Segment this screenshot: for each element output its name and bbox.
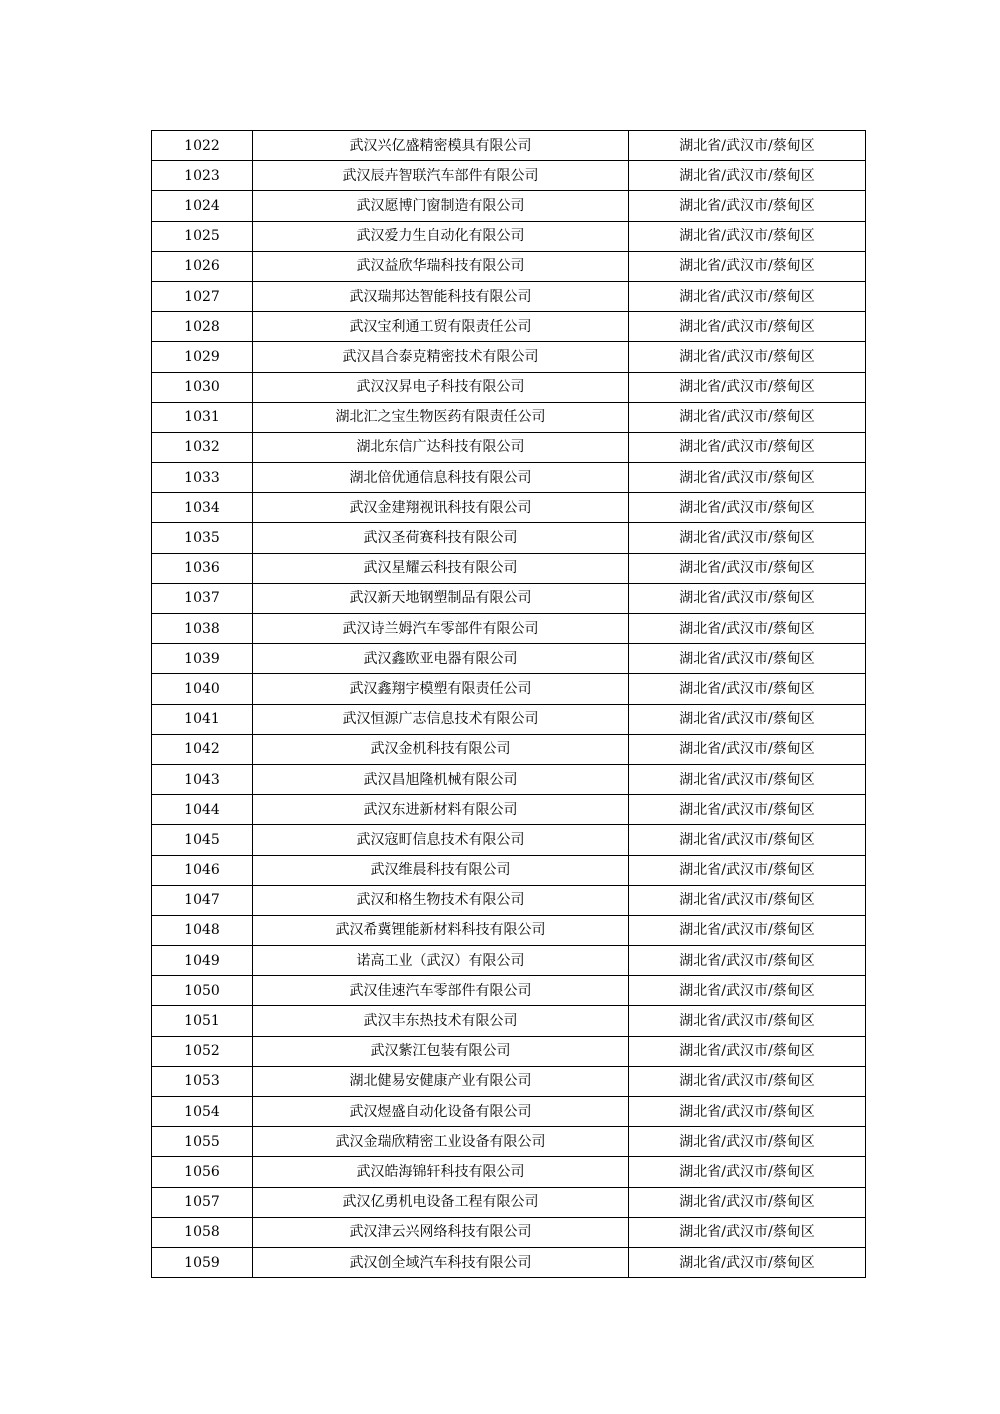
table-row <box>152 281 866 311</box>
row-number-cell: 1053 <box>152 1066 253 1096</box>
company-name-cell: 武汉昌旭隆机械有限公司 <box>253 764 629 794</box>
region-cell: 湖北省/武汉市/蔡甸区 <box>629 674 866 704</box>
region-cell: 湖北省/武汉市/蔡甸区 <box>629 251 866 281</box>
region-cell: 湖北省/武汉市/蔡甸区 <box>629 1006 866 1036</box>
row-number-cell: 1047 <box>152 885 253 915</box>
region-cell: 湖北省/武汉市/蔡甸区 <box>629 704 866 734</box>
region-cell: 湖北省/武汉市/蔡甸区 <box>629 583 866 613</box>
region-cell: 湖北省/武汉市/蔡甸区 <box>629 161 866 191</box>
region-cell: 湖北省/武汉市/蔡甸区 <box>629 1187 866 1217</box>
company-name-cell: 武汉星耀云科技有限公司 <box>253 553 629 583</box>
table-row <box>152 764 866 794</box>
table-row <box>152 976 866 1006</box>
company-name-cell: 武汉金建翔视讯科技有限公司 <box>253 493 629 523</box>
row-number-cell: 1041 <box>152 704 253 734</box>
company-name-cell: 武汉亿勇机电设备工程有限公司 <box>253 1187 629 1217</box>
table-row <box>152 221 866 251</box>
row-number-cell: 1026 <box>152 251 253 281</box>
table-row <box>152 915 866 945</box>
region-cell: 湖北省/武汉市/蔡甸区 <box>629 463 866 493</box>
company-name-cell: 武汉紫江包装有限公司 <box>253 1036 629 1066</box>
region-cell: 湖北省/武汉市/蔡甸区 <box>629 795 866 825</box>
table-row <box>152 946 866 976</box>
region-cell: 湖北省/武汉市/蔡甸区 <box>629 825 866 855</box>
row-number-cell: 1043 <box>152 764 253 794</box>
region-cell: 湖北省/武汉市/蔡甸区 <box>629 523 866 553</box>
company-name-cell: 武汉兴亿盛精密模具有限公司 <box>253 131 629 161</box>
table-row <box>152 614 866 644</box>
table-row <box>152 1157 866 1187</box>
table-row <box>152 795 866 825</box>
region-cell: 湖北省/武汉市/蔡甸区 <box>629 342 866 372</box>
company-name-cell: 武汉希冀锂能新材料科技有限公司 <box>253 915 629 945</box>
row-number-cell: 1049 <box>152 946 253 976</box>
table-row <box>152 734 866 764</box>
table-row <box>152 1247 866 1277</box>
row-number-cell: 1031 <box>152 402 253 432</box>
table-row <box>152 644 866 674</box>
table-row <box>152 825 866 855</box>
table-row <box>152 855 866 885</box>
table-row <box>152 885 866 915</box>
table-row <box>152 1066 866 1096</box>
table-row <box>152 463 866 493</box>
row-number-cell: 1038 <box>152 614 253 644</box>
company-name-cell: 武汉佳速汽车零部件有限公司 <box>253 976 629 1006</box>
row-number-cell: 1039 <box>152 644 253 674</box>
row-number-cell: 1024 <box>152 191 253 221</box>
row-number-cell: 1052 <box>152 1036 253 1066</box>
row-number-cell: 1057 <box>152 1187 253 1217</box>
row-number-cell: 1040 <box>152 674 253 704</box>
company-name-cell: 武汉鑫欧亚电器有限公司 <box>253 644 629 674</box>
row-number-cell: 1023 <box>152 161 253 191</box>
region-cell: 湖北省/武汉市/蔡甸区 <box>629 976 866 1006</box>
company-name-cell: 武汉爱力生自动化有限公司 <box>253 221 629 251</box>
company-name-cell: 武汉诗兰姆汽车零部件有限公司 <box>253 614 629 644</box>
row-number-cell: 1028 <box>152 312 253 342</box>
company-name-cell: 武汉东进新材料有限公司 <box>253 795 629 825</box>
company-name-cell: 湖北汇之宝生物医药有限责任公司 <box>253 402 629 432</box>
row-number-cell: 1044 <box>152 795 253 825</box>
region-cell: 湖北省/武汉市/蔡甸区 <box>629 191 866 221</box>
table-row <box>152 1006 866 1036</box>
company-name-cell: 武汉金瑞欣精密工业设备有限公司 <box>253 1127 629 1157</box>
table-row <box>152 161 866 191</box>
table-row <box>152 1127 866 1157</box>
region-cell: 湖北省/武汉市/蔡甸区 <box>629 1127 866 1157</box>
table-row <box>152 523 866 553</box>
row-number-cell: 1022 <box>152 131 253 161</box>
row-number-cell: 1042 <box>152 734 253 764</box>
row-number-cell: 1056 <box>152 1157 253 1187</box>
company-name-cell: 武汉金机科技有限公司 <box>253 734 629 764</box>
table-row <box>152 1217 866 1247</box>
company-name-cell: 武汉圣荷赛科技有限公司 <box>253 523 629 553</box>
company-name-cell: 武汉瑞邦达智能科技有限公司 <box>253 281 629 311</box>
region-cell: 湖北省/武汉市/蔡甸区 <box>629 493 866 523</box>
row-number-cell: 1030 <box>152 372 253 402</box>
company-name-cell: 湖北倍优通信息科技有限公司 <box>253 463 629 493</box>
company-name-cell: 武汉丰东热技术有限公司 <box>253 1006 629 1036</box>
table-row <box>152 553 866 583</box>
row-number-cell: 1059 <box>152 1247 253 1277</box>
table-row <box>152 493 866 523</box>
table-row <box>152 674 866 704</box>
company-name-cell: 武汉寇町信息技术有限公司 <box>253 825 629 855</box>
company-name-cell: 武汉新天地钢塑制品有限公司 <box>253 583 629 613</box>
region-cell: 湖北省/武汉市/蔡甸区 <box>629 432 866 462</box>
row-number-cell: 1025 <box>152 221 253 251</box>
region-cell: 湖北省/武汉市/蔡甸区 <box>629 402 866 432</box>
region-cell: 湖北省/武汉市/蔡甸区 <box>629 764 866 794</box>
table-row <box>152 191 866 221</box>
row-number-cell: 1035 <box>152 523 253 553</box>
company-name-cell: 武汉创全域汽车科技有限公司 <box>253 1247 629 1277</box>
table-row <box>152 342 866 372</box>
company-name-cell: 湖北健易安健康产业有限公司 <box>253 1066 629 1096</box>
row-number-cell: 1046 <box>152 855 253 885</box>
company-name-cell: 武汉和格生物技术有限公司 <box>253 885 629 915</box>
region-cell: 湖北省/武汉市/蔡甸区 <box>629 372 866 402</box>
table-row <box>152 312 866 342</box>
row-number-cell: 1033 <box>152 463 253 493</box>
row-number-cell: 1050 <box>152 976 253 1006</box>
region-cell: 湖北省/武汉市/蔡甸区 <box>629 855 866 885</box>
company-name-cell: 湖北东信广达科技有限公司 <box>253 432 629 462</box>
region-cell: 湖北省/武汉市/蔡甸区 <box>629 221 866 251</box>
region-cell: 湖北省/武汉市/蔡甸区 <box>629 946 866 976</box>
row-number-cell: 1032 <box>152 432 253 462</box>
company-name-cell: 武汉愿博门窗制造有限公司 <box>253 191 629 221</box>
table-row <box>152 402 866 432</box>
company-name-cell: 武汉鑫翔宇模塑有限责任公司 <box>253 674 629 704</box>
region-cell: 湖北省/武汉市/蔡甸区 <box>629 1097 866 1127</box>
region-cell: 湖北省/武汉市/蔡甸区 <box>629 734 866 764</box>
company-name-cell: 武汉恒源广志信息技术有限公司 <box>253 704 629 734</box>
table-row <box>152 704 866 734</box>
region-cell: 湖北省/武汉市/蔡甸区 <box>629 131 866 161</box>
company-name-cell: 诺高工业（武汉）有限公司 <box>253 946 629 976</box>
region-cell: 湖北省/武汉市/蔡甸区 <box>629 1247 866 1277</box>
region-cell: 湖北省/武汉市/蔡甸区 <box>629 312 866 342</box>
region-cell: 湖北省/武汉市/蔡甸区 <box>629 915 866 945</box>
company-name-cell: 武汉益欣华瑞科技有限公司 <box>253 251 629 281</box>
region-cell: 湖北省/武汉市/蔡甸区 <box>629 1036 866 1066</box>
region-cell: 湖北省/武汉市/蔡甸区 <box>629 553 866 583</box>
table-row <box>152 1187 866 1217</box>
region-cell: 湖北省/武汉市/蔡甸区 <box>629 644 866 674</box>
row-number-cell: 1027 <box>152 281 253 311</box>
company-name-cell: 武汉维晨科技有限公司 <box>253 855 629 885</box>
table-row <box>152 251 866 281</box>
table-row <box>152 1097 866 1127</box>
region-cell: 湖北省/武汉市/蔡甸区 <box>629 885 866 915</box>
row-number-cell: 1036 <box>152 553 253 583</box>
company-list-table <box>151 130 866 1278</box>
company-name-cell: 武汉宝利通工贸有限责任公司 <box>253 312 629 342</box>
table-row <box>152 432 866 462</box>
region-cell: 湖北省/武汉市/蔡甸区 <box>629 1157 866 1187</box>
row-number-cell: 1034 <box>152 493 253 523</box>
region-cell: 湖北省/武汉市/蔡甸区 <box>629 1217 866 1247</box>
row-number-cell: 1037 <box>152 583 253 613</box>
row-number-cell: 1051 <box>152 1006 253 1036</box>
company-name-cell: 武汉津云兴网络科技有限公司 <box>253 1217 629 1247</box>
row-number-cell: 1055 <box>152 1127 253 1157</box>
table-row <box>152 131 866 161</box>
company-name-cell: 武汉昌合泰克精密技术有限公司 <box>253 342 629 372</box>
table-row <box>152 583 866 613</box>
row-number-cell: 1058 <box>152 1217 253 1247</box>
region-cell: 湖北省/武汉市/蔡甸区 <box>629 1066 866 1096</box>
company-name-cell: 武汉辰卉智联汽车部件有限公司 <box>253 161 629 191</box>
row-number-cell: 1029 <box>152 342 253 372</box>
company-name-cell: 武汉煜盛自动化设备有限公司 <box>253 1097 629 1127</box>
company-name-cell: 武汉皓海锦轩科技有限公司 <box>253 1157 629 1187</box>
table-row <box>152 1036 866 1066</box>
row-number-cell: 1054 <box>152 1097 253 1127</box>
company-list-body <box>152 131 866 1278</box>
table-row <box>152 372 866 402</box>
row-number-cell: 1045 <box>152 825 253 855</box>
region-cell: 湖北省/武汉市/蔡甸区 <box>629 281 866 311</box>
company-name-cell: 武汉汉昇电子科技有限公司 <box>253 372 629 402</box>
region-cell: 湖北省/武汉市/蔡甸区 <box>629 614 866 644</box>
row-number-cell: 1048 <box>152 915 253 945</box>
